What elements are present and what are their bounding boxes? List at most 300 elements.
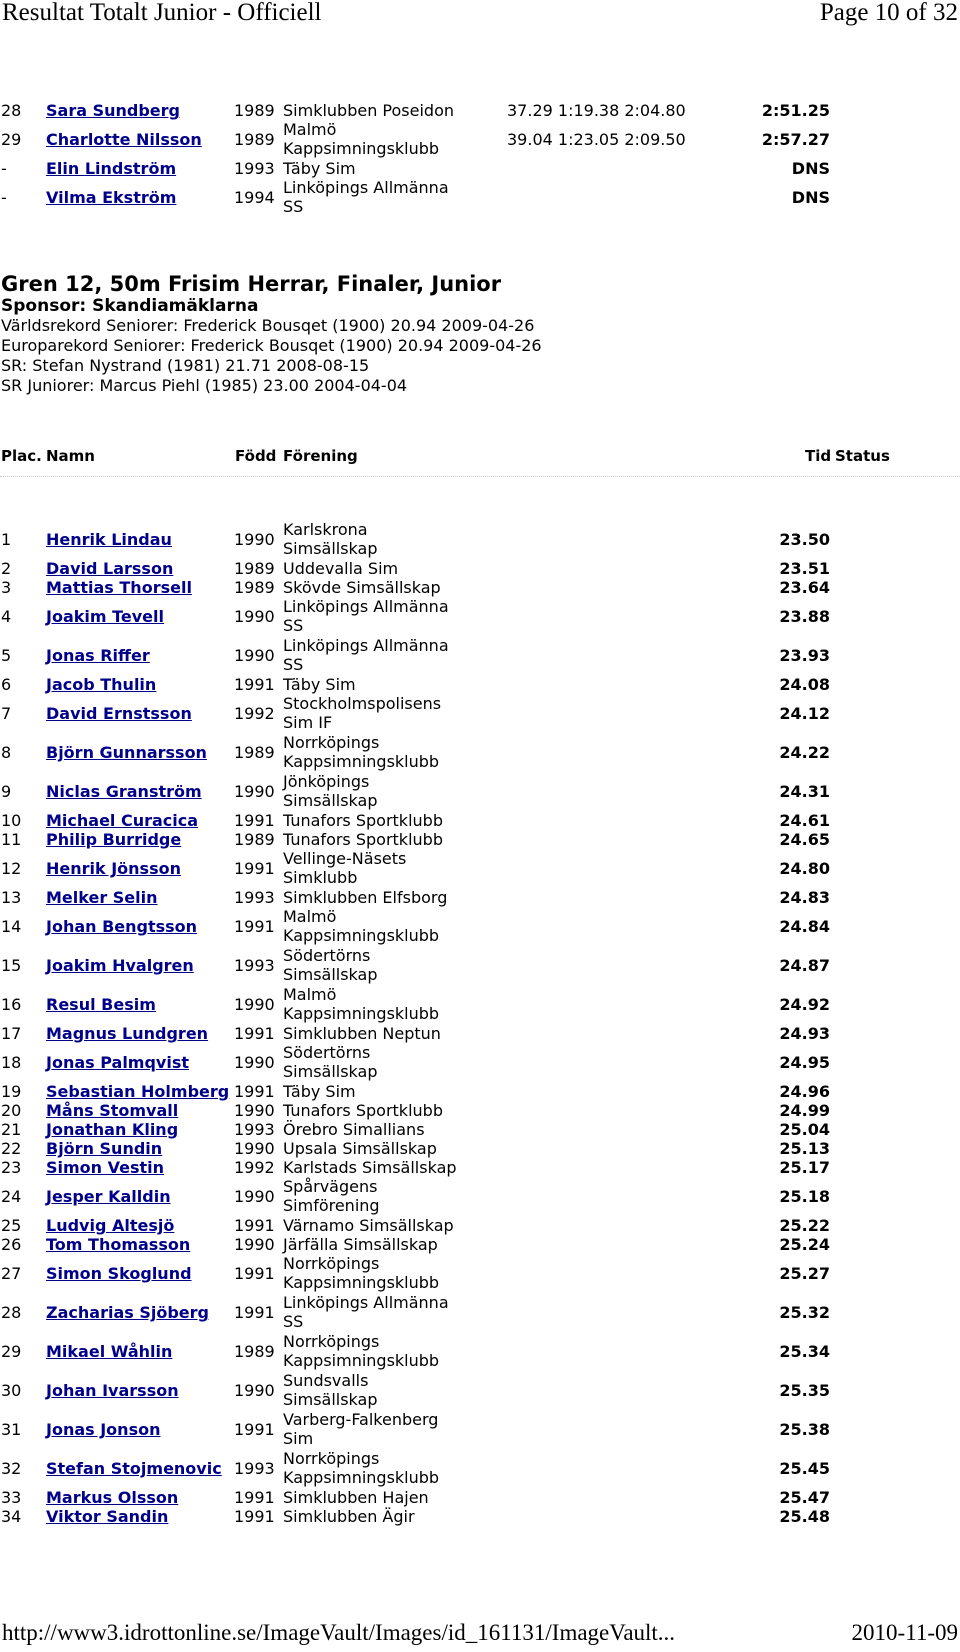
result-row (0, 1101, 960, 1120)
result-row (0, 830, 960, 849)
final-time: 23.50 (779, 530, 830, 549)
swimmer-name-link[interactable]: Zacharias Sjöberg (46, 1303, 209, 1322)
final-time: 25.13 (779, 1139, 830, 1158)
club (283, 1082, 356, 1102)
result-row (0, 559, 960, 578)
final-time: 23.93 (779, 646, 830, 665)
result-row (0, 1177, 960, 1216)
place: 4 (1, 607, 12, 626)
final-time: 24.99 (779, 1101, 830, 1120)
birth-year: 1991 (234, 1082, 275, 1101)
swimmer-name-link[interactable]: Jonas Palmqvist (46, 1053, 190, 1072)
club (283, 1177, 380, 1215)
club (283, 1410, 438, 1448)
swimmer-name-link[interactable]: Johan Ivarsson (46, 1381, 179, 1400)
swimmer-name-link[interactable]: Björn Gunnarsson (46, 743, 207, 762)
final-time: 23.64 (779, 578, 830, 597)
birth-year: 1989 (234, 130, 275, 149)
swimmer-name-link[interactable]: Mikael Wåhlin (46, 1342, 173, 1361)
result-row (0, 1082, 960, 1101)
swimmer-name-link[interactable]: Simon Skoglund (46, 1264, 192, 1283)
result-row (0, 578, 960, 597)
birth-year: 1992 (234, 704, 275, 723)
birth-year: 1991 (234, 1303, 275, 1322)
swimmer-name-link[interactable]: Sara Sundberg (46, 101, 180, 120)
club-line: Örebro Simallians (283, 1120, 425, 1139)
club-line: SS (283, 197, 304, 216)
place: 2 (1, 559, 12, 578)
swimmer-name-link[interactable]: Stefan Stojmenovic (46, 1459, 222, 1478)
swimmer-name-link[interactable]: Jacob Thulin (46, 675, 157, 694)
final-time: 24.22 (779, 743, 830, 762)
place: 18 (1, 1053, 22, 1072)
club (283, 1024, 441, 1044)
birth-year: 1993 (234, 1120, 275, 1139)
club-line: Södertörns (283, 1043, 371, 1062)
final-time: 24.08 (779, 675, 830, 694)
swimmer-name-link[interactable]: Viktor Sandin (46, 1507, 169, 1526)
club-line: Simklubben Ägir (283, 1507, 415, 1526)
club (283, 907, 439, 945)
club (283, 159, 356, 179)
result-row (0, 1332, 960, 1371)
club-line: Kappsimningsklubb (283, 1273, 440, 1292)
club (283, 101, 454, 121)
final-time: 2:51.25 (761, 101, 830, 120)
final-time: 25.22 (779, 1216, 830, 1235)
club (283, 1371, 378, 1409)
birth-year: 1991 (234, 1024, 275, 1043)
final-time: 24.61 (779, 811, 830, 830)
place: 14 (1, 917, 22, 936)
final-time: DNS (791, 188, 830, 207)
club-line: Sim (283, 1429, 314, 1448)
swimmer-name-link[interactable]: Joakim Hvalgren (46, 956, 194, 975)
birth-year: 1990 (234, 1053, 275, 1072)
swimmer-name-link[interactable]: Björn Sundin (46, 1139, 163, 1158)
place: 11 (1, 830, 22, 849)
final-time: 25.35 (779, 1381, 830, 1400)
final-time: 25.17 (779, 1158, 830, 1177)
place: 29 (1, 130, 22, 149)
result-row (0, 1410, 960, 1449)
club-line: Karlstads Simsällskap (283, 1158, 457, 1177)
club-line: Skövde Simsällskap (283, 578, 441, 597)
club-line: Uddevalla Sim (283, 559, 399, 578)
birth-year: 1990 (234, 530, 275, 549)
place: 27 (1, 1264, 22, 1283)
record-line: Europarekord Seniorer: Frederick Bousqet (1900) 20.94 2009-04-26 (1, 336, 542, 355)
place: 9 (1, 782, 12, 801)
birth-year: 1990 (234, 1101, 275, 1120)
club (283, 733, 439, 771)
club-line: Täby Sim (283, 159, 356, 178)
swimmer-name-link[interactable]: Joakim Tevell (46, 607, 164, 626)
swimmer-name-link[interactable]: David Larsson (46, 559, 174, 578)
place: 12 (1, 859, 22, 878)
final-time: 25.27 (779, 1264, 830, 1283)
club-line: Jönköpings (283, 772, 370, 791)
document-title: Resultat Totalt Junior - Officiell (2, 0, 322, 26)
place: 13 (1, 888, 22, 907)
club-line: SS (283, 616, 304, 635)
place: 16 (1, 995, 22, 1014)
club (283, 597, 449, 635)
birth-year: 1989 (234, 830, 275, 849)
club (283, 1254, 439, 1292)
birth-year: 1989 (234, 559, 275, 578)
swimmer-name-link[interactable]: Jonathan Kling (46, 1120, 179, 1139)
page-number: Page 10 of 32 (819, 0, 958, 26)
record-line: SR Juniorer: Marcus Piehl (1985) 23.00 2004-04-04 (1, 376, 408, 395)
birth-year: 1991 (234, 1216, 275, 1235)
column-header-time: Tid (805, 447, 832, 465)
birth-year: 1990 (234, 995, 275, 1014)
result-row (0, 1120, 960, 1139)
event-sponsor: Sponsor: Skandiamäklarna (1, 296, 259, 316)
final-time: 24.95 (779, 1053, 830, 1072)
result-row (0, 694, 960, 733)
place: 19 (1, 1082, 22, 1101)
birth-year: 1990 (234, 1381, 275, 1400)
swimmer-name-link[interactable]: Resul Besim (46, 995, 156, 1014)
birth-year: 1991 (234, 1420, 275, 1439)
club-line: Linköpings Allmänna (283, 636, 449, 655)
club (283, 1216, 454, 1236)
final-time: 24.96 (779, 1082, 830, 1101)
result-row (0, 1139, 960, 1158)
result-row (0, 1507, 960, 1526)
result-row (0, 907, 960, 946)
club-line: Simsällskap (283, 965, 378, 984)
swimmer-name-link[interactable]: Jesper Kalldin (46, 1187, 171, 1206)
footer-date: 2010-11-09 (851, 1620, 958, 1645)
place: 5 (1, 646, 12, 665)
result-row (0, 811, 960, 830)
record-line: SR: Stefan Nystrand (1981) 21.71 2008-08-15 (1, 356, 370, 375)
final-time: 25.47 (779, 1488, 830, 1507)
result-row (0, 636, 960, 675)
club-line: Norrköpings (283, 1332, 380, 1351)
club (283, 120, 439, 158)
birth-year: 1991 (234, 859, 275, 878)
birth-year: 1990 (234, 607, 275, 626)
club (283, 1332, 439, 1370)
place: 33 (1, 1488, 22, 1507)
club-line: Linköpings Allmänna (283, 178, 449, 197)
club-line: Kappsimningsklubb (283, 926, 440, 945)
place: 15 (1, 956, 22, 975)
final-time: 24.84 (779, 917, 830, 936)
swimmer-name-link[interactable]: Charlotte Nilsson (46, 130, 202, 149)
club-line: Kappsimningsklubb (283, 752, 440, 771)
result-row (0, 946, 960, 985)
result-row (0, 1158, 960, 1177)
club (283, 694, 441, 732)
birth-year: 1989 (234, 101, 275, 120)
place: 22 (1, 1139, 22, 1158)
club (283, 1488, 429, 1508)
column-header-place: Plac. (1, 447, 42, 465)
club (283, 811, 443, 831)
place: 20 (1, 1101, 22, 1120)
club-line: Karlskrona (283, 520, 368, 539)
final-time: 24.80 (779, 859, 830, 878)
place: 24 (1, 1187, 22, 1206)
birth-year: 1993 (234, 1459, 275, 1478)
page-header (0, 0, 960, 30)
swimmer-name-link[interactable]: Elin Lindström (46, 159, 177, 178)
club-line: Simklubben Neptun (283, 1024, 441, 1043)
birth-year: 1991 (234, 811, 275, 830)
swimmer-name-link[interactable]: Magnus Lundgren (46, 1024, 209, 1043)
final-time: 25.48 (779, 1507, 830, 1526)
club-line: Järfälla Simsällskap (283, 1235, 438, 1254)
place: 8 (1, 743, 12, 762)
final-time: 24.93 (779, 1024, 830, 1043)
place: 25 (1, 1216, 22, 1235)
birth-year: 1990 (234, 1187, 275, 1206)
result-row (0, 1024, 960, 1043)
final-time: 25.04 (779, 1120, 830, 1139)
club (283, 830, 443, 850)
result-row (0, 178, 960, 217)
header-divider (0, 476, 960, 477)
swimmer-name-link[interactable]: Johan Bengtsson (46, 917, 198, 936)
result-row (0, 520, 960, 559)
club-line: Simsällskap (283, 539, 378, 558)
place: 29 (1, 1342, 22, 1361)
place: 26 (1, 1235, 22, 1254)
result-row (0, 1216, 960, 1235)
place: 23 (1, 1158, 22, 1177)
birth-year: 1989 (234, 743, 275, 762)
swimmer-name-link[interactable]: Simon Vestin (46, 1158, 165, 1177)
column-header-club: Förening (283, 447, 358, 465)
club-line: Sim IF (283, 713, 333, 732)
swimmer-name-link[interactable]: Tom Thomasson (46, 1235, 191, 1254)
club (283, 1507, 415, 1527)
club (283, 849, 406, 887)
result-row (0, 849, 960, 888)
club (283, 1120, 425, 1140)
footer-url: http://www3.idrottonline.se/ImageVault/Images/id_161131/ImageVault... (2, 1620, 676, 1645)
place: 31 (1, 1420, 22, 1439)
birth-year: 1990 (234, 782, 275, 801)
swimmer-name-link[interactable]: Mattias Thorsell (46, 578, 192, 597)
result-row (0, 985, 960, 1024)
birth-year: 1989 (234, 578, 275, 597)
club-line: Tunafors Sportklubb (283, 830, 443, 849)
swimmer-name-link[interactable]: Michael Curacica (46, 811, 199, 830)
swimmer-name-link[interactable]: David Ernstsson (46, 704, 192, 723)
final-time: 2:57.27 (761, 130, 830, 149)
club-line: Simsällskap (283, 1062, 378, 1081)
event-title: Gren 12, 50m Frisim Herrar, Finaler, Junior (1, 272, 502, 296)
club-line: Linköpings Allmänna (283, 1293, 449, 1312)
swimmer-name-link[interactable]: Philip Burridge (46, 830, 182, 849)
club-line: Norrköpings (283, 1449, 380, 1468)
birth-year: 1991 (234, 1488, 275, 1507)
club-line: Simklubben Hajen (283, 1488, 429, 1507)
club-line: SS (283, 655, 304, 674)
place: 10 (1, 811, 22, 830)
swimmer-name-link[interactable]: Niclas Granström (46, 782, 202, 801)
club-line: Kappsimningsklubb (283, 1468, 440, 1487)
result-row (0, 1371, 960, 1410)
swimmer-name-link[interactable]: Sebastian Holmberg (46, 1082, 230, 1101)
final-time: 23.88 (779, 607, 830, 626)
final-time: 25.32 (779, 1303, 830, 1322)
club-line: SS (283, 1312, 304, 1331)
birth-year: 1993 (234, 888, 275, 907)
column-header-name: Namn (46, 447, 95, 465)
place: 3 (1, 578, 12, 597)
club (283, 559, 398, 579)
club (283, 946, 378, 984)
result-row (0, 1449, 960, 1488)
club-line: Kappsimningsklubb (283, 139, 440, 158)
final-time: 25.34 (779, 1342, 830, 1361)
birth-year: 1990 (234, 646, 275, 665)
club-line: Varberg-Falkenberg (283, 1410, 439, 1429)
place: 21 (1, 1120, 22, 1139)
club-line: Upsala Simsällskap (283, 1139, 437, 1158)
final-time: 25.18 (779, 1187, 830, 1206)
club (283, 888, 447, 908)
swimmer-name-link[interactable]: Jonas Riffer (46, 646, 150, 665)
club-line: Norrköpings (283, 1254, 380, 1273)
final-time: DNS (791, 159, 830, 178)
birth-year: 1992 (234, 1158, 275, 1177)
birth-year: 1991 (234, 1264, 275, 1283)
club-line: Simsällskap (283, 1390, 378, 1409)
column-header-year: Född (235, 447, 277, 465)
result-row (0, 597, 960, 636)
split-times: 39.04 1:23.05 2:09.50 (507, 130, 686, 149)
club-line: Täby Sim (283, 675, 356, 694)
place: 32 (1, 1459, 22, 1478)
final-time: 24.92 (779, 995, 830, 1014)
place: 28 (1, 101, 22, 120)
swimmer-name-link[interactable]: Melker Selin (46, 888, 158, 907)
final-time: 25.38 (779, 1420, 830, 1439)
swimmer-name-link[interactable]: Henrik Jönsson (46, 859, 181, 878)
club (283, 1235, 438, 1255)
place: 1 (1, 530, 12, 549)
club-line: Kappsimningsklubb (283, 1004, 440, 1023)
result-row (0, 159, 960, 178)
final-time: 23.51 (779, 559, 830, 578)
birth-year: 1991 (234, 917, 275, 936)
place: - (1, 159, 7, 178)
result-row (0, 888, 960, 907)
club-line: Malmö (283, 120, 337, 139)
club (283, 578, 441, 598)
result-row (0, 675, 960, 694)
birth-year: 1991 (234, 1507, 275, 1526)
result-row (0, 1488, 960, 1507)
record-line: Världsrekord Seniorer: Frederick Bousqet (1900) 20.94 2009-04-26 (1, 316, 535, 335)
club (283, 520, 378, 558)
final-time: 24.31 (779, 782, 830, 801)
club-line: Värnamo Simsällskap (283, 1216, 454, 1235)
club (283, 1139, 437, 1159)
final-time: 24.83 (779, 888, 830, 907)
club (283, 1158, 457, 1178)
club (283, 636, 449, 674)
club-line: Tunafors Sportklubb (283, 811, 443, 830)
club-line: Södertörns (283, 946, 371, 965)
split-times: 37.29 1:19.38 2:04.80 (507, 101, 686, 120)
club-line: Simsällskap (283, 791, 378, 810)
club (283, 1101, 443, 1121)
page-footer (0, 1620, 960, 1650)
swimmer-name-link[interactable]: Markus Olsson (46, 1488, 179, 1507)
club-line: Simklubben Poseidon (283, 101, 454, 120)
result-row (0, 1043, 960, 1082)
club (283, 772, 378, 810)
club-line: Malmö (283, 985, 337, 1004)
swimmer-name-link[interactable]: Henrik Lindau (46, 530, 172, 549)
result-row (0, 120, 960, 159)
birth-year: 1989 (234, 1342, 275, 1361)
final-time: 24.87 (779, 956, 830, 975)
club (283, 1043, 378, 1081)
birth-year: 1990 (234, 1139, 275, 1158)
club-line: Stockholmspolisens (283, 694, 442, 713)
club-line: Tunafors Sportklubb (283, 1101, 443, 1120)
swimmer-name-link[interactable]: Vilma Ekström (46, 188, 177, 207)
club (283, 1449, 439, 1487)
place: 6 (1, 675, 12, 694)
club (283, 985, 439, 1023)
final-time: 24.65 (779, 830, 830, 849)
birth-year: 1991 (234, 675, 275, 694)
birth-year: 1993 (234, 956, 275, 975)
place: - (1, 188, 7, 207)
club-line: Täby Sim (283, 1082, 356, 1101)
result-row (0, 1293, 960, 1332)
place: 28 (1, 1303, 22, 1322)
club (283, 1293, 449, 1331)
club-line: Spårvägens (283, 1177, 378, 1196)
club-line: Norrköpings (283, 733, 380, 752)
result-row (0, 772, 960, 811)
place: 7 (1, 704, 12, 723)
club-line: Sundsvalls (283, 1371, 369, 1390)
place: 30 (1, 1381, 22, 1400)
final-time: 25.45 (779, 1459, 830, 1478)
place: 34 (1, 1507, 22, 1526)
birth-year: 1994 (234, 188, 275, 207)
swimmer-name-link[interactable]: Jonas Jonson (46, 1420, 161, 1439)
result-row (0, 1235, 960, 1254)
club-line: Vellinge-Näsets (283, 849, 407, 868)
place: 17 (1, 1024, 22, 1043)
final-time: 24.12 (779, 704, 830, 723)
club-line: Linköpings Allmänna (283, 597, 449, 616)
result-row (0, 101, 960, 120)
result-row (0, 733, 960, 772)
club-line: Simklubben Elfsborg (283, 888, 448, 907)
swimmer-name-link[interactable]: Ludvig Altesjö (46, 1216, 175, 1235)
club-line: Malmö (283, 907, 337, 926)
swimmer-name-link[interactable]: Måns Stomvall (46, 1101, 179, 1120)
result-row (0, 1254, 960, 1293)
birth-year: 1993 (234, 159, 275, 178)
column-header-status: Status (835, 447, 890, 465)
